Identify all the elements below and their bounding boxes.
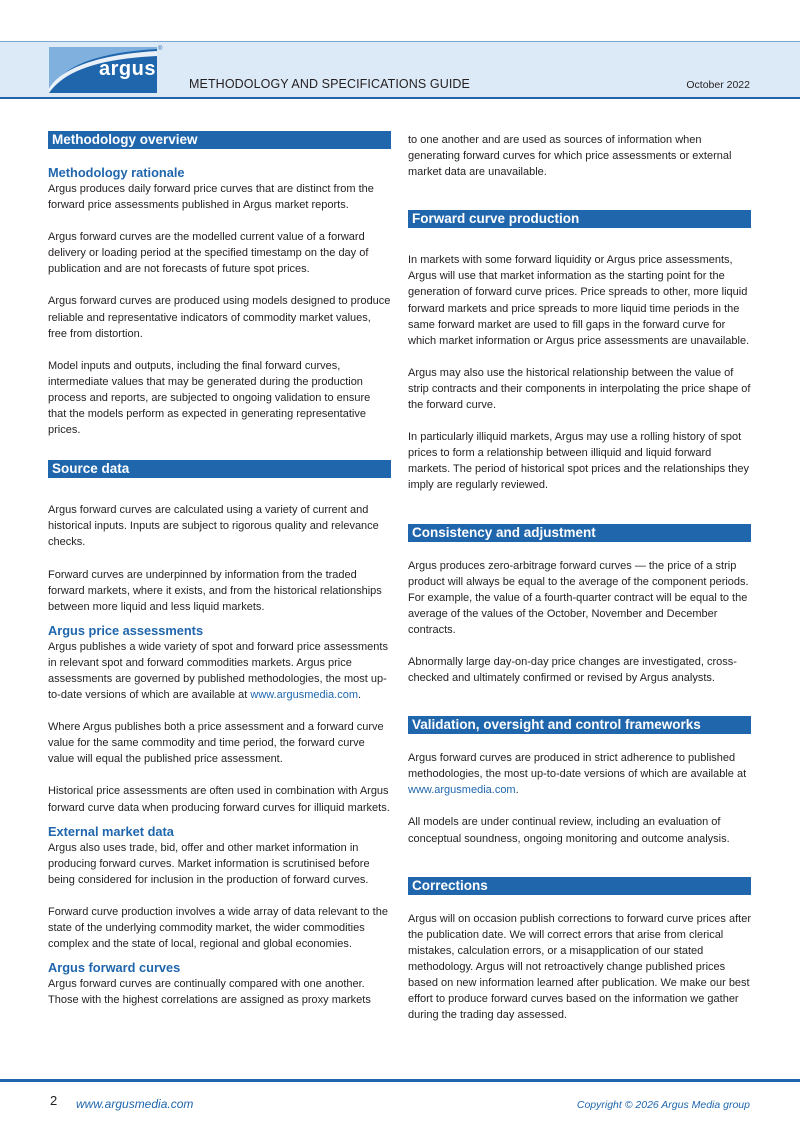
paragraph: Argus produces zero-arbitrage forward curves — the price of a strip product will always be equal to the average of the component periods. For example, the value of a fourth-quarter contract will be equal to the average of the values of the October, November and December contracts.	[408, 559, 749, 636]
paragraph: Model inputs and outputs, including the final forward curves, intermediate values that may be generated during the production process and reports, are subjected to ongoing validation to ensure that the models perform as expected in generating representative prices.	[48, 359, 371, 437]
paragraph: Abnormally large day-on-day price changes are investigated, cross-checked and ultimately confirmed or revised by Argus analysts.	[408, 655, 737, 685]
argus-logo	[49, 47, 157, 93]
section-heading-methodology-overview: Methodology overview	[48, 131, 391, 149]
argusmedia-link[interactable]: www.argusmedia.com	[250, 689, 358, 702]
subheading-argus-price-assessments: Argus price assessments	[48, 622, 204, 638]
footer-copyright: Copyright © 2026 Argus Media group	[576, 1099, 750, 1111]
registered-mark: ®	[158, 46, 163, 52]
document-date: October 2022	[686, 79, 750, 91]
paragraph: Argus also uses trade, bid, offer and other market information in producing forward curves. Market information is scrutinised before being considered for inclusion in the production of forward curves.	[48, 841, 370, 886]
paragraph: All models are under continual review, including an evaluation of conceptual soundness, ongoing monitoring and outcome analysis.	[408, 816, 730, 845]
paragraph: Argus forward curves are the modelled current value of a forward delivery or loading period at the specified timestamp on the day of publication and are not forecasts of future spot prices.	[48, 231, 369, 276]
paragraph-text: Argus publishes a wide variety of spot and forward price assessments in relevant spot and forward commodities markets. Argus price assessments are governed by published methodologies, the most up-to-date versions of which are available at	[48, 640, 388, 702]
paragraph: Argus forward curves are calculated using a variety of current and historical inputs. Inputs are subject to rigorous quality and relevance checks.	[48, 504, 379, 549]
paragraph: In markets with some forward liquidity or Argus price assessments, Argus will use that market information as the starting point for the generation of forward curve prices. Price spreads to other, more liquid forward markets and price spreads to more liquid time periods in the same forward market are used to fill gaps in the forward curve for which market information or Argus price assessments are unavailable.	[408, 254, 750, 347]
paragraph: to one another and are used as sources of information when generating forward curves for which price assessments or external market data are unavailable.	[408, 134, 732, 179]
paragraph: Argus forward curves are produced using models designed to produce reliable and representative indicators of commodity market values, free from distortion.	[48, 295, 391, 340]
paragraph: Argus will on occasion publish corrections to forward curve prices after the publication date. We will correct errors that arise from clerical mistakes, calculation errors, or a misapplication of our stated methodology. Argus will not retroactively change published prices based on new information learned after publication. We make our best effort to produce forward curves based on the information we gather during the trading day assessed.	[408, 912, 751, 1022]
section-heading-validation-oversight: Validation, oversight and control frameworks	[408, 716, 751, 734]
subheading-external-market-data: External market data	[48, 823, 174, 839]
paragraph: Historical price assessments are often used in combination with Argus forward curve data when producing forward curves for illiquid markets.	[48, 785, 390, 814]
paragraph	[408, 750, 751, 798]
document-title: METHODOLOGY AND SPECIFICATIONS GUIDE	[189, 77, 470, 91]
paragraph: In particularly illiquid markets, Argus may use a rolling history of spot prices to form a relationship between illiquid and liquid forward markets. The period of historical spot prices and the relationships they imply are regularly reviewed.	[408, 431, 749, 492]
paragraph-text: .	[357, 689, 362, 702]
right-column	[408, 132, 751, 1023]
paragraph	[48, 639, 391, 703]
subheading-methodology-rationale: Methodology rationale	[48, 165, 185, 180]
section-heading-forward-curve-production: Forward curve production	[408, 210, 751, 228]
paragraph: Argus may also use the historical relationship between the value of strip contracts and their components in interpolating the price shape of the forward curve.	[408, 366, 751, 412]
footer-rule	[0, 1079, 800, 1082]
paragraph: Where Argus publishes both a price assessment and a forward curve value for the same commodity and time period, the forward curve value will equal the published price assessment.	[48, 721, 384, 766]
section-heading-consistency-and-adjustment: Consistency and adjustment	[408, 524, 751, 542]
page-number: 2	[50, 1093, 58, 1108]
section-heading-corrections: Corrections	[408, 877, 751, 895]
paragraph-text: .	[515, 784, 519, 797]
subheading-argus-forward-curves: Argus forward curves	[48, 960, 181, 976]
logo-text: argus	[99, 58, 156, 80]
paragraph: Argus forward curves are continually compared with one another. Those with the highest correlations are assigned as proxy markets	[48, 978, 371, 1007]
argusmedia-link[interactable]: www.argusmedia.com	[408, 784, 516, 797]
paragraph: Argus produces daily forward price curves that are distinct from the forward price assessments published in Argus market reports.	[48, 183, 374, 212]
paragraph: Forward curve production involves a wide array of data relevant to the state of the underlying commodity market, the wider commodities complex and the state of local, regional and global economies.	[48, 905, 388, 951]
paragraph-text: Argus forward curves are produced in strict adherence to published methodologies, the most up-to-date versions of which are available at	[408, 752, 747, 781]
paragraph: Forward curves are underpinned by information from the traded forward markets, where it exists, and from the historical relationships between more liquid and less liquid markets.	[48, 568, 382, 613]
footer-website-link[interactable]: www.argusmedia.com	[76, 1097, 194, 1111]
left-column	[48, 131, 391, 1008]
section-heading-source-data: Source data	[48, 460, 391, 478]
